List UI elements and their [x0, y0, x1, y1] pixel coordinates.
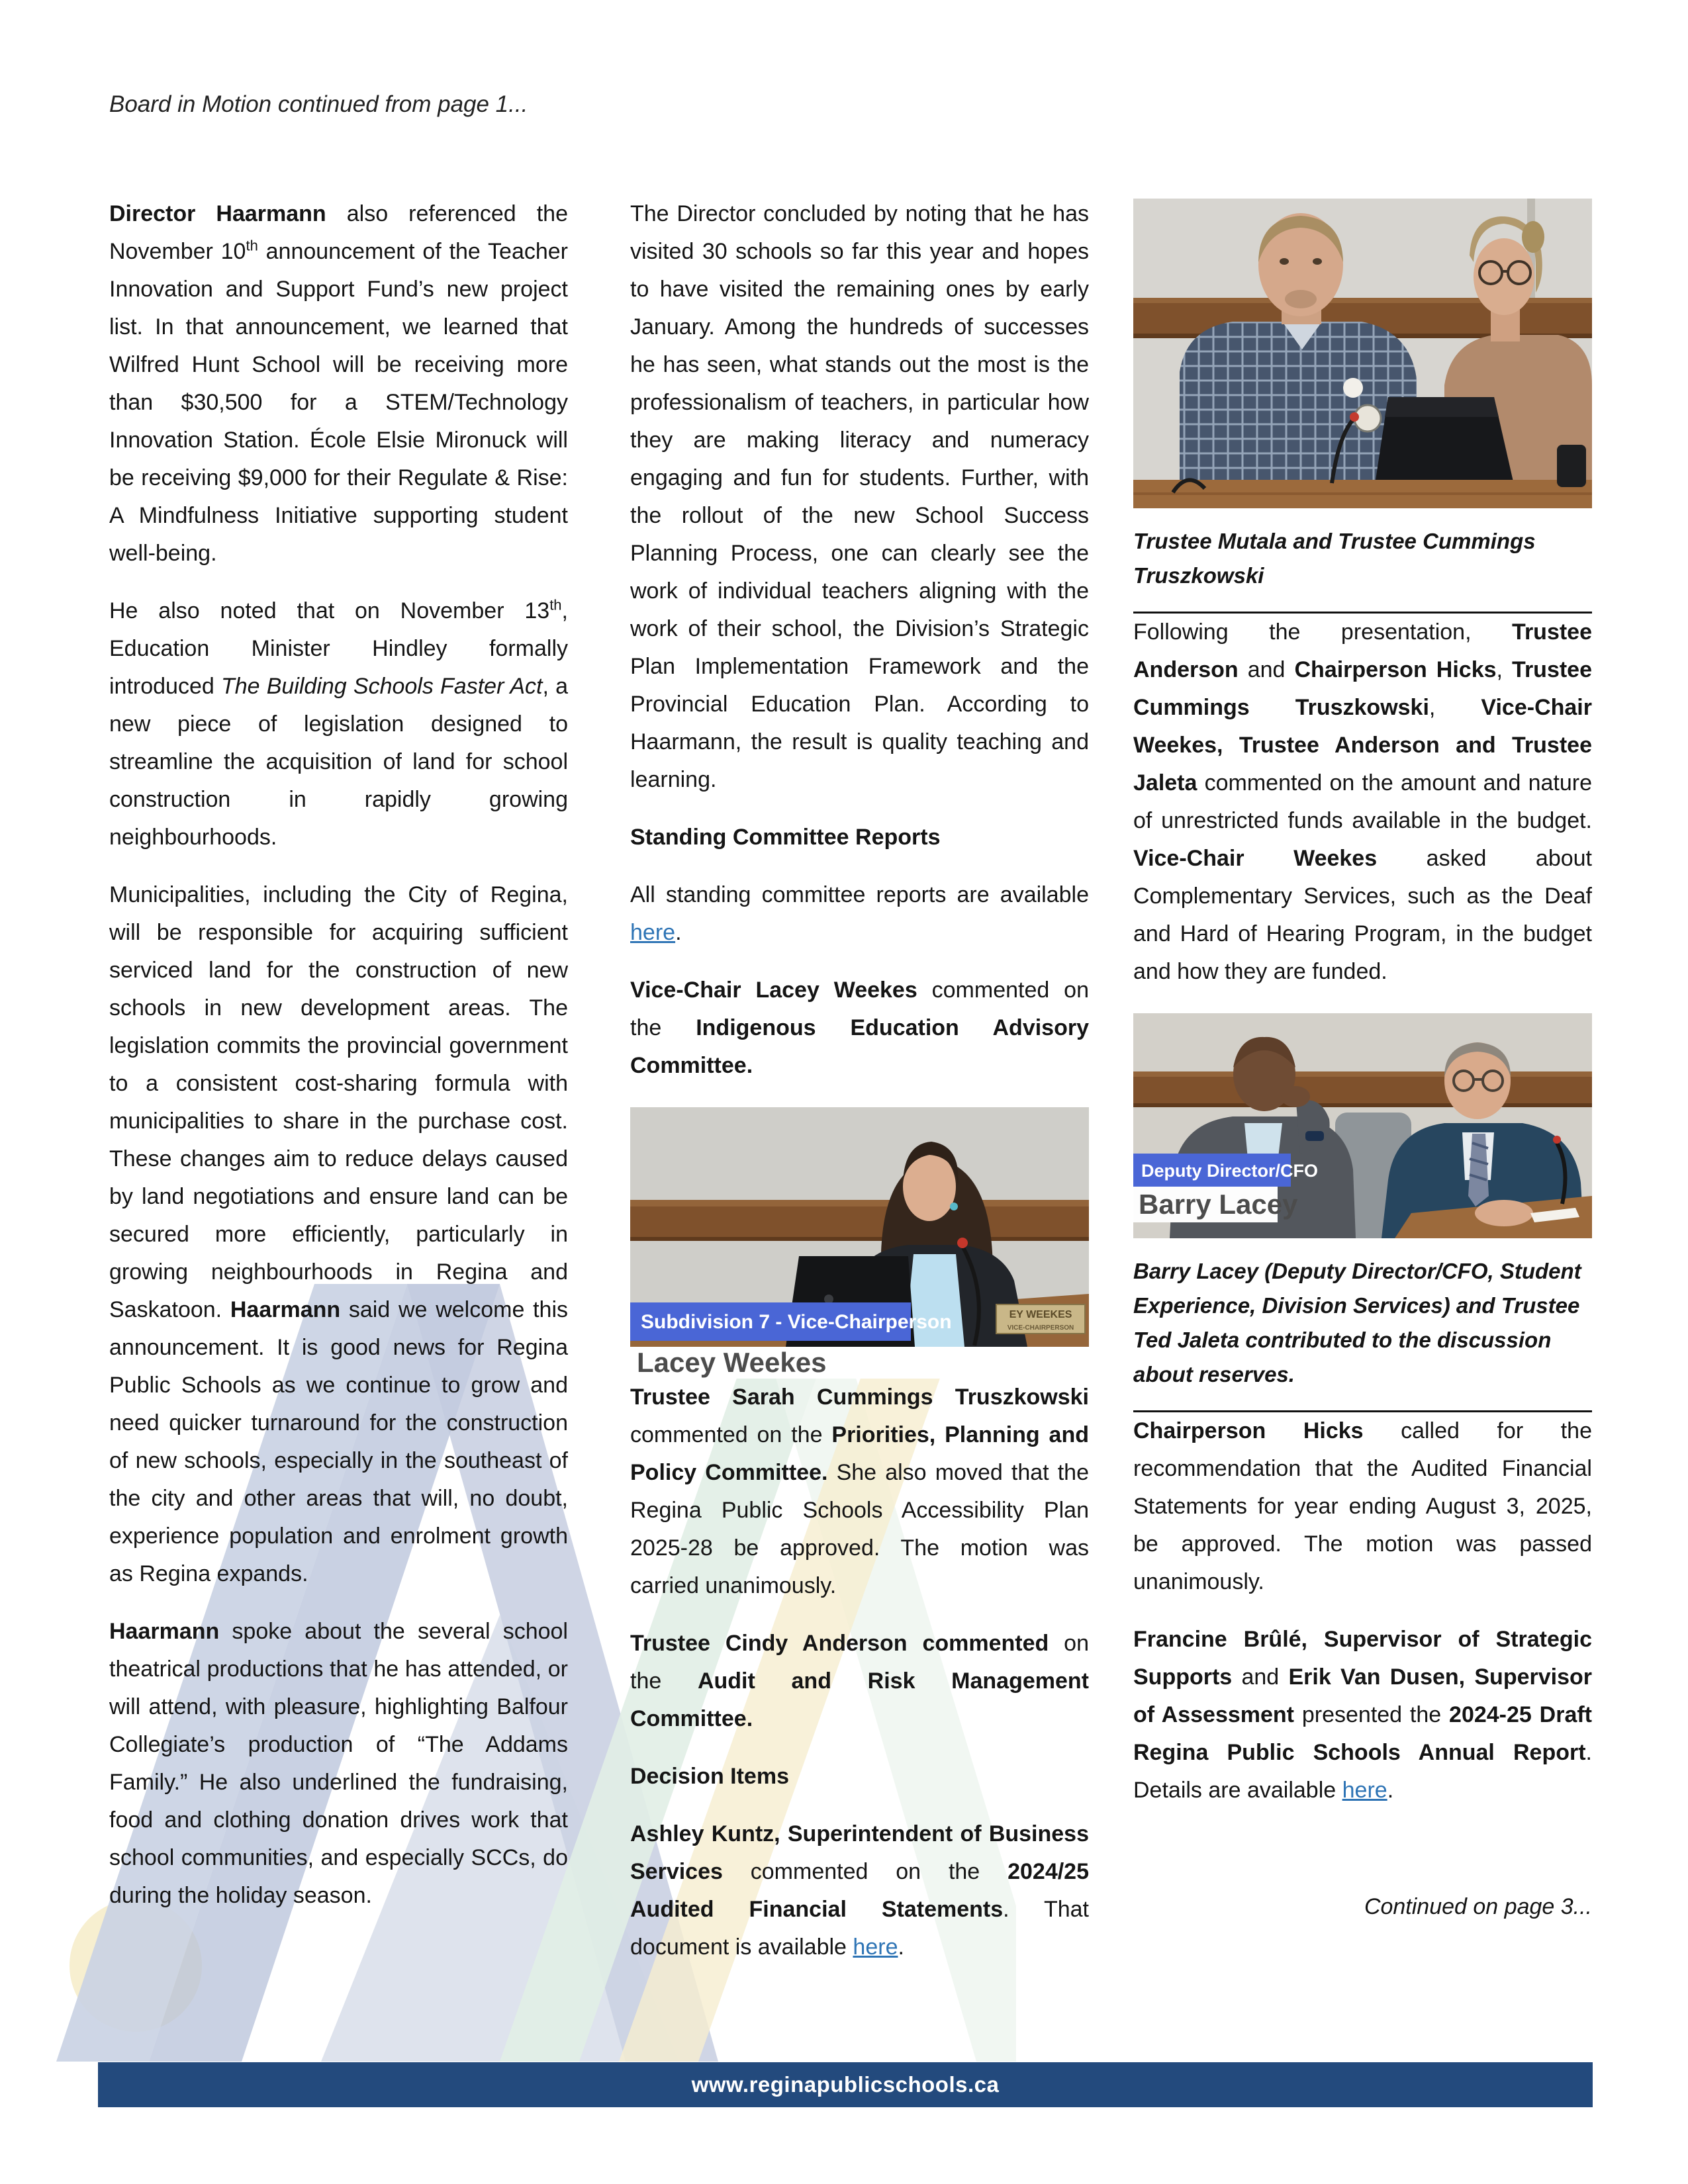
paragraph: Municipalities, including the City of Regina, will be responsible for acquiring sufficient serviced land for the construction of new schools in new development areas. The legislation commits the provincial government to a consistent cost-sharing formula with municipalities to share in the purchase cost. These changes aim to reduce delays caused by land negotiations and ensure land can be secured more efficiently, particularly in growing neighbourhoods in Regina and Saskatoon. Haarmann said we welcome this announcement. It is good news for Regina Public Schools as we continue to grow and need quicker turnaround for the construction of new schools, especially in the southeast of the city and other areas that will, no doubt, experience population and enrolment growth as Regina expands. — [109, 882, 569, 1586]
here-link[interactable]: here — [853, 1934, 898, 1960]
photo-caption: Trustee Mutala and Trustee Cummings Truszkowski — [1133, 529, 1536, 588]
paragraph: Ashley Kuntz, Superintendent of Business Services commented on the 2024/25 Audited Financial Statements. That document is available here. — [630, 1821, 1089, 1960]
paragraph: Vice-Chair Lacey Weekes commented on the Indigenous Education Advisory Committee. — [630, 978, 1089, 1078]
paragraph: Trustee Cindy Anderson commented on the Audit and Risk Management Committee. — [630, 1631, 1090, 1731]
banner-text: Deputy Director/CFO — [1141, 1161, 1319, 1181]
paragraph: The Director concluded by noting that he has visited 30 schools so far this year and hopes to have visited the remaining ones by early January. Among the hundreds of successes he has seen, what stands out the most is the professionalism of teachers, in particular how they are making literacy and numeracy engaging and fun for students. Further, with the rollout of the new School Success Planning Process, one can clearly see the work of individual teachers aligning with the work of their school, the Division’s Strategic Plan Implementation Framework and the Provincial Education Plan. According to Haarmann, the result is quality teaching and learning. — [630, 201, 1089, 792]
paragraph: Trustee Sarah Cummings Truszkowski commented on the Priorities, Planning and Policy Committee. She also moved that the Regina Public Schools Accessibility Plan 2025-28 be approved. The motion was carried unanimously. — [630, 1385, 1089, 1598]
speaker-name-label: Barry Lacey — [1139, 1189, 1298, 1220]
paragraph: All standing committee reports are available here. — [630, 882, 1089, 945]
paragraph: Following the presentation, Trustee Anderson and Chairperson Hicks, Trustee Cummings Truszkowski, Vice-Chair Weekes, Trustee Anderson and Trustee Jaleta commented on the amount and nature of unrestricted funds available in the budget. Vice-Chair Weekes asked about Complementary Services, such as the Deaf and Hard of Hearing Program, in the budget and how they are funded. — [1133, 619, 1593, 984]
paragraph: He also noted that on November 13th, Education Minister Hindley formally introduced The Building Schools Faster Act, a new piece of legislation designed to streamline the acquisition of land for school construction in rapidly growing neighbourhoods. — [109, 596, 568, 850]
continued-from-note: Board in Motion continued from page 1... — [109, 91, 528, 117]
photo-barry-lacey-ted-jaleta — [1133, 1013, 1592, 1238]
cfo-image — [1133, 1013, 1592, 1238]
continued-on-note: Continued on page 3... — [1364, 1894, 1592, 1919]
paragraph: Francine Brûlé, Supervisor of Strategic Supports and Erik Van Dusen, Supervisor of Assessment presented the 2024-25 Draft Regina Public Schools Annual Report. Details are available here. — [1133, 1627, 1593, 1803]
photo-mutala-cummings — [1133, 199, 1592, 508]
lacey-weekes-image — [630, 1107, 1089, 1379]
nameplate — [996, 1304, 1085, 1334]
photo-caption: Barry Lacey (Deputy Director/CFO, Student Experience, Division Services) and Trustee Ted Jaleta contributed to the discussion about reserves. — [1133, 1259, 1581, 1387]
paragraph: Director Haarmann also referenced the November 10th announcement of the Teacher Innovation and Support Fund’s new project list. In that announcement, we learned that Wilfred Hunt School will be receiving more than $30,500 for a STEM/Technology Innovation Station. École Elsie Mironuck will be receiving $9,000 for their Regulate & Rise: A Mindfulness Initiative supporting student well-being. — [109, 201, 568, 566]
nameplate-name: EY WEEKES — [1009, 1309, 1072, 1320]
banner-text: Subdivision 7 - Vice-Chairperson — [641, 1311, 952, 1333]
photo-lacey-weekes — [630, 1107, 1089, 1379]
column-1 — [109, 195, 568, 1915]
trustees-image — [1133, 199, 1592, 508]
paragraph: Haarmann spoke about the several school theatrical productions that he has attended, or will attend, with pleasure, highlighting Balfour Collegiate’s production of “The Addams Family.” He also underlined the fundraising, food and clothing donation drives work that school communities, and especially SCCs, do during the holiday season. — [109, 1619, 568, 1908]
paragraph: Chairperson Hicks called for the recommendation that the Audited Financial Statements for year ending August 3, 2025, be approved. The motion was passed unanimously. — [1133, 1418, 1592, 1594]
column-3 — [1133, 199, 1592, 1809]
subdivision-banner — [630, 1302, 952, 1341]
here-link[interactable]: here — [630, 920, 676, 945]
footer-url: www.reginapublicschools.ca — [691, 2072, 1000, 2097]
section-heading-standing-committee-reports: Standing Committee Reports — [630, 825, 941, 850]
footer-bar — [98, 2062, 1593, 2107]
cfo-banner — [1133, 1154, 1318, 1187]
speaker-name-label: Lacey Weekes — [637, 1347, 827, 1378]
column-2 — [630, 195, 1089, 1966]
nameplate-title: VICE-CHAIRPERSON — [1007, 1324, 1074, 1332]
here-link[interactable]: here — [1342, 1778, 1387, 1803]
section-heading-decision-items: Decision Items — [630, 1764, 789, 1789]
